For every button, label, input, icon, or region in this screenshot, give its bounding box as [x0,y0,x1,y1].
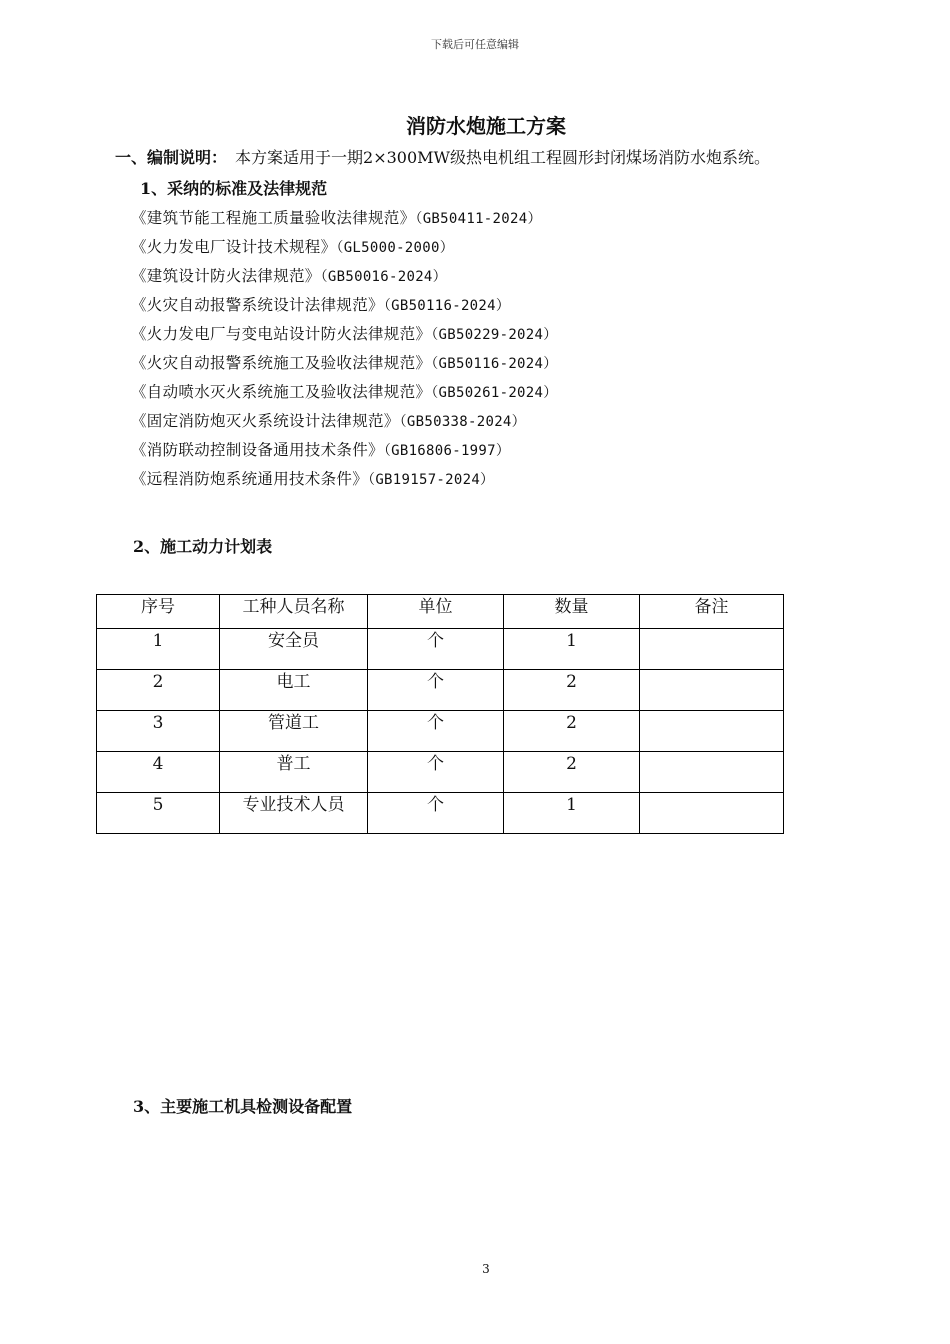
cell-unit: 个 [368,629,504,670]
standard-code: （GB50338-2024） [399,414,526,430]
standard-name: 《火灾自动报警系统施工及验收法律规范》 [131,354,432,372]
table-row [97,629,784,670]
standard-item [131,468,558,497]
header-cell-note: 备注 [640,595,784,629]
cell-note [640,711,784,752]
cell-unit: 个 [368,670,504,711]
cell-seq: 2 [97,670,220,711]
standard-item [131,439,558,468]
standard-name: 《自动喷水灭火系统施工及验收法律规范》 [131,383,432,401]
cell-qty: 1 [504,629,640,670]
cell-seq: 1 [97,629,220,670]
cell-qty: 2 [504,752,640,793]
cell-role: 电工 [220,670,368,711]
document-title: 消防水炮施工方案 [406,114,566,138]
standard-name: 《固定消防炮灭火系统设计法律规范》 [131,412,400,430]
standard-code: （GB50411-2024） [415,211,542,227]
standard-code: （GB50116-2024） [383,298,511,314]
cell-seq: 4 [97,752,220,793]
table-row [97,752,784,793]
standard-item [131,207,558,236]
header-note: 下载后可任意编辑 [431,38,519,51]
header-cell-qty: 数量 [504,595,640,629]
standard-code: （GB50229-2024） [431,327,558,343]
standard-code: （GB50261-2024） [431,385,558,401]
section2-heading: 2、施工动力计划表 [133,537,273,556]
standard-name: 《火力发电厂与变电站设计防火法律规范》 [131,325,432,343]
header-cell-seq: 序号 [97,595,220,629]
header-cell-role: 工种人员名称 [220,595,368,629]
standard-item [131,410,558,439]
cell-note [640,629,784,670]
standard-name: 《远程消防炮系统通用技术条件》 [131,470,369,488]
cell-seq: 3 [97,711,220,752]
header-cell-unit: 单位 [368,595,504,629]
cell-role: 安全员 [220,629,368,670]
standard-code: （GB16806-1997） [383,443,511,459]
cell-qty: 2 [504,711,640,752]
standard-name: 《建筑设计防火法律规范》 [131,267,321,285]
standard-name: 《建筑节能工程施工质量验收法律规范》 [131,209,416,227]
standard-item [131,323,558,352]
intro-label: 一、编制说明： [115,148,228,167]
cell-role: 专业技术人员 [220,793,368,834]
intro-text: 本方案适用于一期2×300MW级热电机组工程圆形封闭煤场消防水炮系统。 [235,148,770,167]
page-number: 3 [482,1262,490,1276]
standard-name: 《火灾自动报警系统设计法律规范》 [131,296,384,314]
table-row [97,711,784,752]
cell-seq: 5 [97,793,220,834]
cell-unit: 个 [368,793,504,834]
standard-item [131,381,558,410]
standards-list [131,207,558,497]
cell-note [640,752,784,793]
standard-item [131,294,558,323]
section3-heading: 3、主要施工机具检测设备配置 [133,1097,353,1116]
labor-plan-table [96,594,784,834]
standard-item [131,352,558,381]
intro-paragraph [115,145,770,168]
standard-name: 《火力发电厂设计技术规程》 [131,238,337,256]
cell-note [640,670,784,711]
cell-note [640,793,784,834]
cell-qty: 2 [504,670,640,711]
cell-role: 管道工 [220,711,368,752]
table-row [97,670,784,711]
standard-code: （GB19157-2024） [368,472,495,488]
cell-role: 普工 [220,752,368,793]
cell-qty: 1 [504,793,640,834]
section1-heading: 1、采纳的标准及法律规范 [140,179,328,198]
table-row [97,793,784,834]
cell-unit: 个 [368,711,504,752]
standard-item [131,265,558,294]
standard-code: （GB50116-2024） [431,356,558,372]
standard-item [131,236,558,265]
standard-code: （GL5000-2000） [336,240,455,256]
standard-code: （GB50016-2024） [320,269,447,285]
table-header-row [97,595,784,629]
standard-name: 《消防联动控制设备通用技术条件》 [131,441,384,459]
cell-unit: 个 [368,752,504,793]
